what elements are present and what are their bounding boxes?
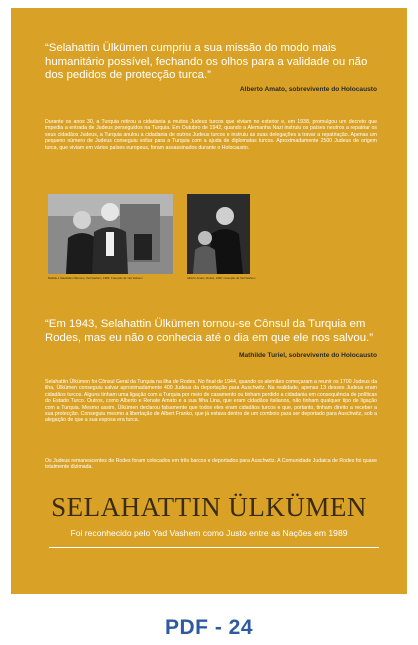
photo-family-image <box>187 194 250 274</box>
photo-caption-couple: Matilde e Selahattin Ülkümen, Yad Vashem, 1989. Colecção da Yad Vashem <box>48 276 143 280</box>
poster-subtitle: Foi reconhecido pelo Yad Vashem como Justo entre as Nações em 1989 <box>70 528 348 538</box>
rhodes-paragraph: Selahattin Ülkümen foi Cônsul Geral da Turquia na ilha de Rodes. No final de 1944, quando os alemães começaram a reunir os 1700 Judeus da ilha, Ülkümen conseguiu salvar aproximadamente 400 Judeus da deportação para Auschwitz. Na realidade, apenas 13 desses Judeus eram cidadãos turcos. Alguns tinham uma ligação com a Turquia por meio de casamento ou tinham perdido a cidadania em consequência de políticas do Estado Turco. Outros, como Alberto e Renate Amato e a sua filha Lina, que eram cidadãos italianos, não tinham qualquer tipo de ligação com a Turquia. Mesmo assim, Ülkümen declarou falsamente que todos eles eram cidadãos turcos e que, portanto, tinham direito a receber a sua protecção. Conseguiu mesmo a libertação de Albert Franko, que já estava dentro de um comboio para ser deportado para Auschwitz, sob a alegação de que a sua esposa era turca. <box>45 379 377 424</box>
quote-consul-rhodes: “Em 1943, Selahattin Ülkümen tornou-se Cônsul da Turquia em Rodes, mas eu não o conhecia até o dia em que ele nos salvou.” <box>45 318 374 344</box>
quote-attribution-amato: Alberto Amato, sobrevivente do Holocausto <box>239 86 377 93</box>
poster-title: SELAHATTIN ÜLKÜMEN <box>51 492 367 522</box>
quote-ulkumen-mission: “Selahattin Ülkümen cumpriu a sua missão do modo mais humanitário possível, fechando os olhos para a validade ou não dos pedidos de protecção turca.” <box>45 42 368 81</box>
quote-attribution-turiel: Mathilde Turiel, sobrevivente do Holocausto <box>238 352 377 359</box>
photo-couple-image <box>48 194 173 274</box>
photo-caption-family: Alberto Amato, Rodes, 1940. Colecção da Yad Vashem <box>187 276 256 280</box>
history-paragraph: Durante os anos 30, a Turquia retirou a cidadania a muitos Judeus turcos que viviam no exterior e, em 1938, promulgou um decreto que impedia a entrada de Judeus perseguidos na Turquia. Em Outubro de 1942, quando a Alemanha Nazi instruiu os países neutros a repatriar os seus cidadãos Judeus, a Turquia anulou a cidadania de outros Judeus turcos e instruiu as suas delegações a travar a repatriação. Apenas um pequeno número de Judeus conseguiu voltar para a Turquia com a ajuda de diplomatas turcos. Aproximadamente 2500 Judeus de origem turca, que viviam em vários países europeus, foram assassinados durante o Holocausto. <box>45 119 377 151</box>
pdf-page-label[interactable]: PDF - 24 <box>164 616 254 639</box>
photo-ulkumen-couple <box>48 194 173 274</box>
deportation-paragraph: Os Judeus remanescentes de Rodes foram colocados em três barcos e deportados para Auschwitz. A Comunidade Judaica de Rodes foi quase totalmente dizimada. <box>45 458 377 471</box>
photo-amato-family <box>187 194 250 274</box>
subtitle-divider <box>49 547 379 548</box>
poster-panel <box>11 8 407 594</box>
